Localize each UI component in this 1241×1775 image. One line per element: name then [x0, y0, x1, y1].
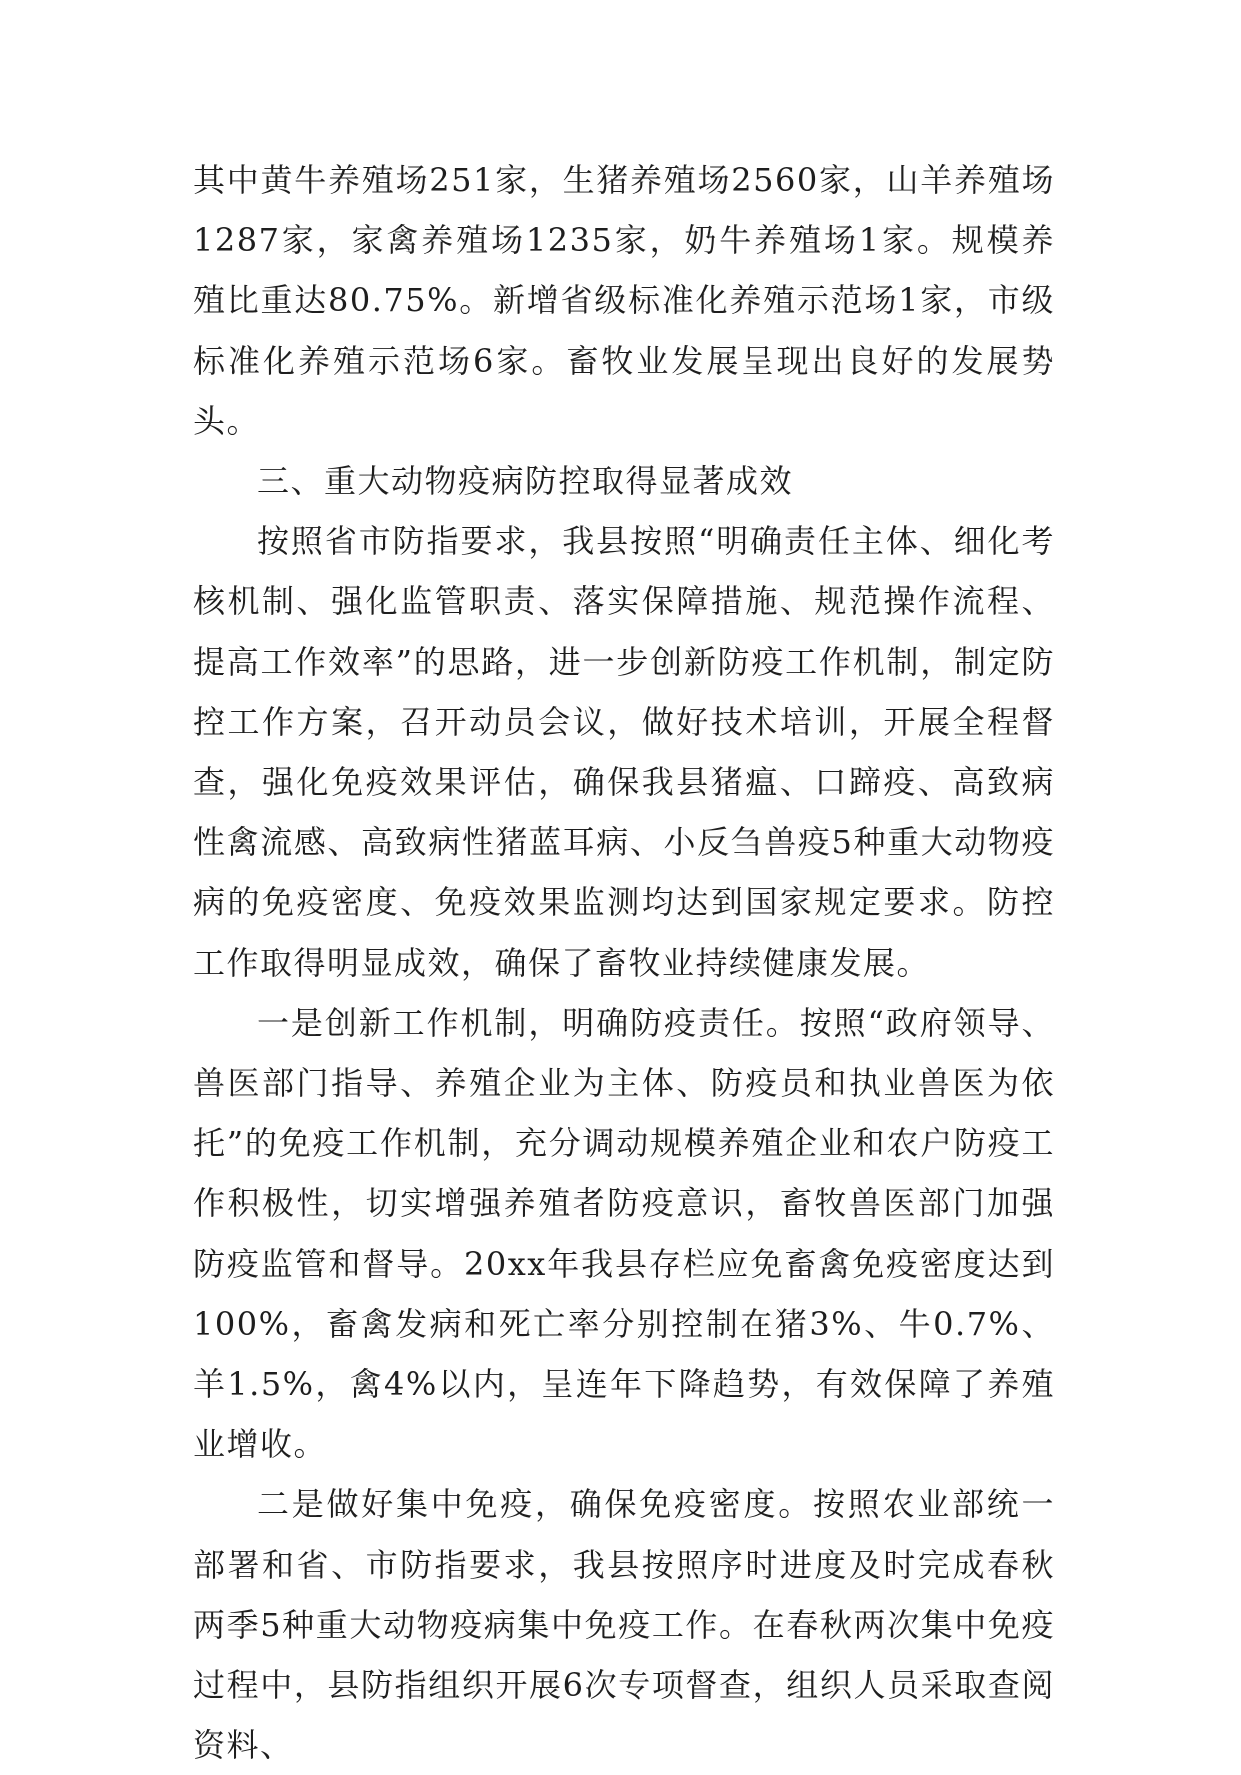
document-body: [193, 150, 1055, 1775]
paragraph-body: 按照省市防指要求，我县按照“明确责任主体、细化考核机制、强化监管职责、落实保障措施、规范操作流程、提高工作效率”的思路，进一步创新防疫工作机制，制定防控工作方案，召开动员会议，做好技术培训，开展全程督查，强化免疫效果评估，确保我县猪瘟、口蹄疫、高致病性禽流感、高致病性猪蓝耳病、小反刍兽疫5种重大动物疫病的免疫密度、免疫效果监测均达到国家规定要求。防控工作取得明显成效，确保了畜牧业持续健康发展。: [193, 522, 1055, 982]
paragraph-body: 二是做好集中免疫，确保免疫密度。按照农业部统一部署和省、市防指要求，我县按照序时进度及时完成春秋两季5种重大动物疫病集中免疫工作。在春秋两次集中免疫过程中，县防指组织开展6次专项督查，组织人员采取查阅资料、: [193, 1485, 1055, 1765]
paragraph-body: 一是创新工作机制，明确防疫责任。按照“政府领导、兽医部门指导、养殖企业为主体、防疫员和执业兽医为依托”的免疫工作机制，充分调动规模养殖企业和农户防疫工作积极性，切实增强养殖者防疫意识，畜牧兽医部门加强防疫监管和督导。20xx年我县存栏应免畜禽免疫密度达到100%，畜禽发病和死亡率分别控制在猪3%、牛0.7%、羊1.5%，禽4%以内，呈连年下降趋势，有效保障了养殖业增收。: [193, 1003, 1055, 1464]
section-heading: 三、重大动物疫病防控取得显著成效: [257, 462, 794, 501]
paragraph-continuation: 其中黄牛养殖场251家，生猪养殖场2560家，山羊养殖场1287家，家禽养殖场1235家，奶牛养殖场1家。规模养殖比重达80.75%。新增省级标准化养殖示范场1家，市级标准化养殖示范场6家。畜牧业发展呈现出良好的发展势头。: [193, 161, 1055, 440]
